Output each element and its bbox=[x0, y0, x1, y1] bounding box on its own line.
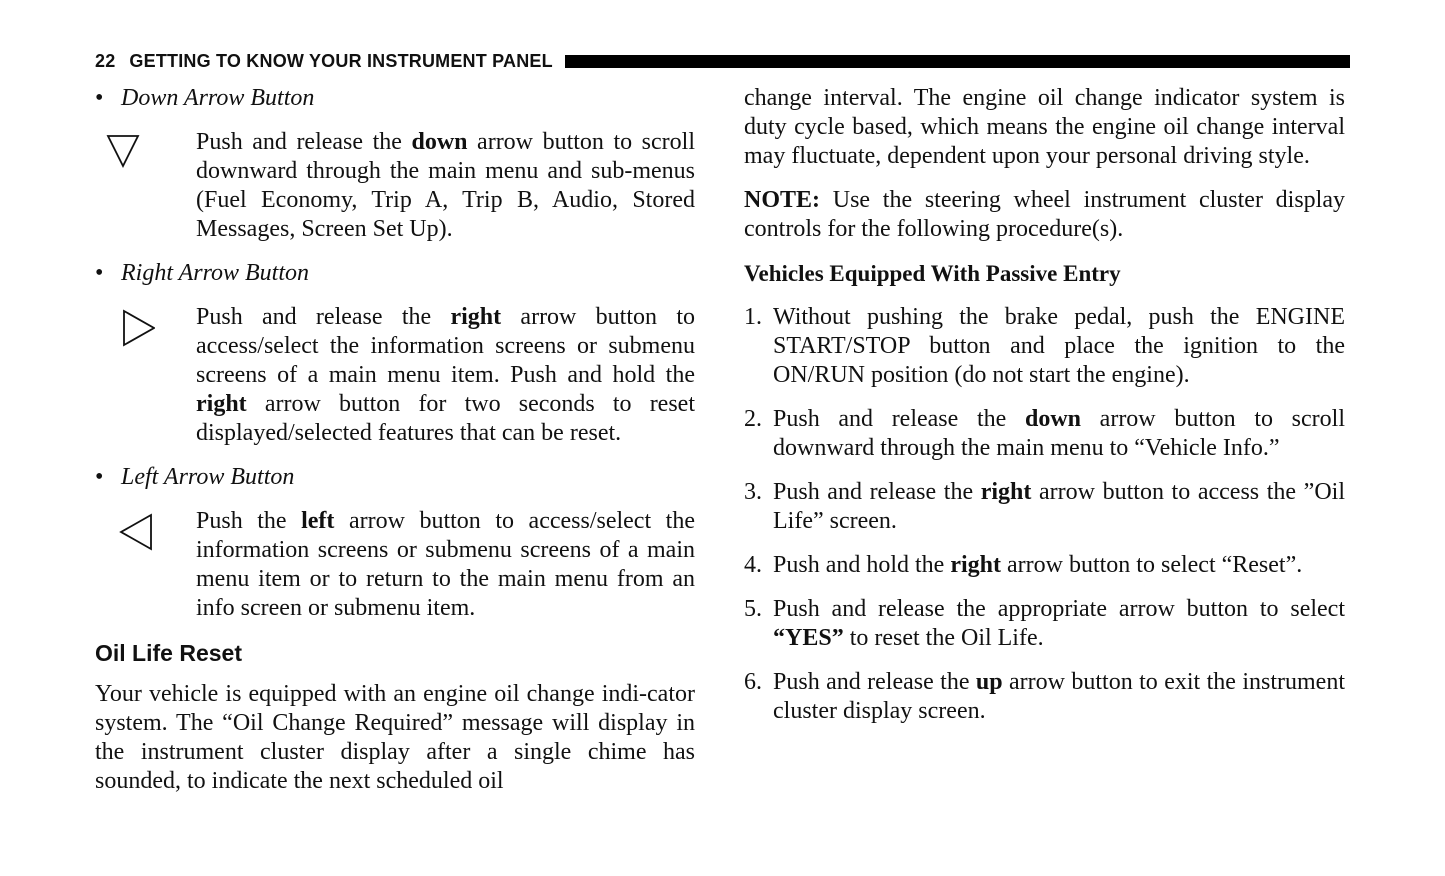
sub-heading-passive-entry: Vehicles Equipped With Passive Entry bbox=[744, 261, 1121, 286]
page-number: 22 bbox=[95, 50, 116, 71]
left-arrow-description bbox=[95, 507, 695, 623]
bullet-right-arrow bbox=[95, 259, 695, 288]
oil-life-paragraph: Your vehicle is equipped with an engine oil change indi-cator system. The “Oil Change Required” message will display in the instrument cluster display after a single chime has sounded, to indicate the next scheduled oil bbox=[95, 681, 695, 794]
bullet-label: Right Arrow Button bbox=[121, 260, 310, 286]
bullet-label: Left Arrow Button bbox=[121, 464, 295, 490]
right-triangle-icon bbox=[95, 303, 196, 448]
bullet-dot: • bbox=[95, 464, 104, 490]
note-label: NOTE: bbox=[744, 187, 821, 213]
right-arrow-text: Push and release the right arrow button to access/select the information screens or submenu screens of a main menu item. Push and hold the right arrow button for two seconds to reset displayed/selected features that can be reset. bbox=[196, 304, 695, 446]
left-arrow-text: Push the left arrow button to access/select the information screens or submenu screens of a main menu item or to return to the main menu from an info screen or submenu item. bbox=[196, 508, 695, 621]
list-item: 2. Push and release the down arrow button to scroll downward through the main menu to “Vehicle Info.” bbox=[744, 406, 1345, 461]
list-item: 1. Without pushing the brake pedal, push the ENGINE START/STOP button and place the ignition to the ON/RUN position (do not start the engine). bbox=[744, 304, 1345, 388]
right-triangle-svg bbox=[95, 305, 155, 355]
list-item: 6. Push and release the up arrow button to exit the instrument cluster display screen. bbox=[744, 669, 1345, 724]
bullet-down-arrow bbox=[95, 84, 695, 113]
note-paragraph: NOTE: Use the steering wheel instrument cluster display controls for the following procedure(s). bbox=[744, 187, 1345, 242]
list-item: 3. Push and release the right arrow button to access the ”Oil Life” screen. bbox=[744, 479, 1345, 534]
section-heading-oil-life-reset: Oil Life Reset bbox=[95, 640, 242, 666]
bullet-label: Down Arrow Button bbox=[121, 85, 315, 111]
continued-paragraph: change interval. The engine oil change indicator system is duty cycle based, which means the engine oil change interval may fluctuate, dependent upon your personal driving style. bbox=[744, 85, 1345, 169]
bullet-dot: • bbox=[95, 260, 104, 286]
right-column bbox=[744, 84, 1345, 741]
header-title: GETTING TO KNOW YOUR INSTRUMENT PANEL bbox=[129, 50, 553, 71]
bullet-dot: • bbox=[95, 85, 104, 111]
left-triangle-icon bbox=[95, 507, 196, 623]
header-rule bbox=[565, 55, 1350, 68]
page-header bbox=[95, 50, 1350, 72]
down-triangle-svg bbox=[95, 130, 155, 180]
down-arrow-text: Push and release the down arrow button to scroll downward through the main menu and sub-menus (Fuel Economy, Trip A, Trip B, Audio, Stored Messages, Screen Set Up). bbox=[196, 129, 695, 242]
left-column bbox=[95, 84, 695, 811]
right-arrow-description bbox=[95, 303, 695, 448]
left-triangle-svg bbox=[95, 509, 155, 559]
list-item: 5. Push and release the appropriate arrow button to select “YES” to reset the Oil Life. bbox=[744, 596, 1345, 651]
procedure-steps bbox=[744, 303, 1345, 726]
list-item: 4. Push and hold the right arrow button to select “Reset”. bbox=[744, 552, 1303, 578]
down-arrow-description bbox=[95, 128, 695, 244]
bullet-left-arrow bbox=[95, 463, 695, 492]
running-header bbox=[95, 51, 553, 72]
down-triangle-icon bbox=[95, 128, 196, 244]
